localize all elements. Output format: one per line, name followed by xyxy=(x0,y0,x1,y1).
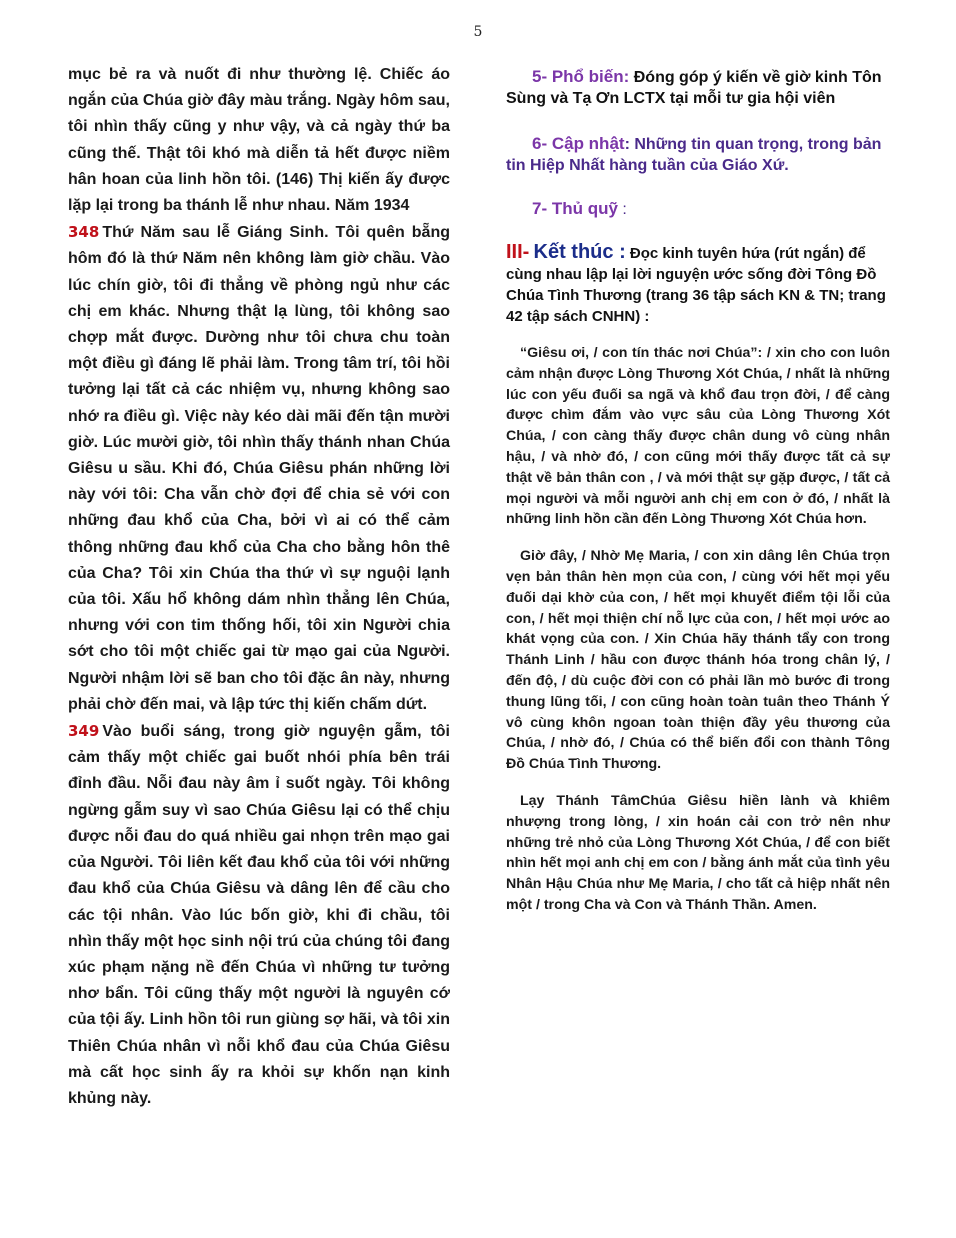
conclusion xyxy=(506,242,890,327)
section-7-heading: 7- Thủ quỹ xyxy=(532,199,618,218)
conclusion-number: III- xyxy=(506,241,530,263)
left-column xyxy=(68,62,450,1112)
paragraph-349 xyxy=(68,718,450,1112)
section-7-colon: : xyxy=(622,201,627,218)
prayer-paragraph-1: “Giêsu ơi, / con tín thác nơi Chúa”: / xin cho con luôn cảm nhận được Lòng Thương Xót Chúa, / nhất là những lúc con yếu đuối sa ngã và khổ đau trọn đời, / để càng được chìm đắm vào vực sâu của Lòng Thương Xót Chúa, / con càng thấy được chân dung vô cùng nhân hậu, / và nhờ đó, / con cũng mới thấy được tất cả sự thật về bản thân con , / và mới thật sự gặp được, / tất cả mọi người và mỗi người anh chị em con ở đó, / nhất là những linh hồn cần đến Lòng Thương Xót Chúa hơn. xyxy=(506,345,890,528)
section-6-text: Những tin quan trọng, trong bản tin Hiệp Nhất hàng tuần của Giáo Xứ. xyxy=(506,136,882,174)
section-6-heading: 6- Cập nhật xyxy=(532,134,625,153)
prayer-paragraph-3: Lạy Thánh TâmChúa Giêsu hiền lành và khiêm nhượng trong lòng, / xin hoán cải con trở nên như những trẻ nhỏ của Lòng Thương Xót Chúa, / để con biết nhìn hết mọi anh chị em con / bằng ánh mắt của tình yêu Nhân Hậu Chúa như Mẹ Maria, / cho tất cả hiệp nhất nên một / trong Cha và Con và Thánh Thần. Amen. xyxy=(506,792,890,913)
section-7 xyxy=(506,198,890,220)
intro-paragraph: mục bẻ ra và nuốt đi như thường lệ. Chiếc áo ngắn của Chúa giờ đây màu trắng. Ngày hôm sau, tôi nhìn thấy cũng y như vậy, và cả ngày thứ ba cũng thế. Thật tôi khó mà diễn tả hết được niềm hân hoan của linh hồn tôi. (146) Thị kiến ấy được lặp lại trong ba thánh lễ như nhau. Năm 1934 xyxy=(68,66,450,215)
section-5 xyxy=(506,66,890,109)
prayer-paragraph-2: Giờ đây, / Nhờ Mẹ Maria, / con xin dâng lên Chúa trọn vẹn bản thân hèn mọn của con, / cùng với hết mọi yếu đuối dại khờ của con, / hết mọi khuyết điểm tội lỗi của con, / hết mọi thiện chí nỗ lực của con, / hết mọi ước ao khát vọng của con. / Xin Chúa hãy thánh tẩy con trong Thánh Linh / hầu con được thánh hóa trong chân lý, / đến độ, / dù cuộc đời con có phải lần mò bước đi trong thung lũng tối, / con cũng hoàn toàn tuân theo Thánh Ý vô cùng khôn ngoan toàn thiện đầy yêu thương của Chúa, / nhờ đó, / Chúa có thể biến đổi con thành Tông Đồ Chúa Tình Thương. xyxy=(506,548,890,773)
paragraph-349-text: Vào buổi sáng, trong giờ nguyện gẫm, tôi cảm thấy một chiếc gai buốt nhói phía bên trái đỉnh đầu. Nỗi đau này âm ỉ suốt ngày. Tôi không ngừng gẫm suy vì sao Chúa Giêsu lại có thể chịu được nỗi đau do quá nhiều gai nhọn trên mạo gai của Người. Tôi liên kết đau khổ của tôi với những đau khổ của Chúa Giêsu và dâng lên để cầu cho các tội nhân. Vào lúc bốn giờ, khi đi chầu, tôi nhìn thấy một học sinh nội trú của chúng tôi đang xúc phạm nặng nề đến Chúa vì những tư tưởng nhơ bẩn. Tôi cũng thấy một người là nguyên cớ của tội ấy. Linh hồn tôi run giùng sợ hãi, và tôi xin Thiên Chúa nhân vì nỗi khổ đau của Chúa Giêsu mà cất học sinh ấy ra khỏi sự khốn nạn kinh khủng này. xyxy=(68,723,450,1107)
paragraph-number-348: 348 xyxy=(68,223,100,242)
conclusion-title: Kết thúc : xyxy=(533,241,626,263)
prayer xyxy=(506,343,890,916)
section-6 xyxy=(506,133,890,176)
right-column xyxy=(506,66,890,932)
conclusion-text: Đọc kinh tuyên hứa (rút ngắn) để cùng nhau lập lại lời nguyện ước sống đời Tông Đồ Chúa Tình Thương (trang 36 tập sách KN & TN; trang 42 tập sách CNHN) : xyxy=(506,245,886,325)
paragraph-number-349: 349 xyxy=(68,722,100,741)
paragraph-348 xyxy=(68,219,450,718)
page-number: 5 xyxy=(473,24,483,40)
paragraph-348-text: Thứ Năm sau lễ Giáng Sinh. Tôi quên bẵng hôm đó là thứ Năm nên không làm giờ chầu. Vào lúc chín giờ, tôi đi thẳng về phòng ngủ như các chị em khác. Nhưng thật lạ lùng, tôi không sao chợp mắt được. Dường như tôi chưa chu toàn một điều gì đáng lẽ phải làm. Trong tâm trí, tôi hồi tưởng lại tất cả các nhiệm vụ, nhưng không sao nhớ ra điều gì. Việc này kéo dài mãi đến tận mười giờ. Lúc mười giờ, tôi nhìn thấy thánh nhan Chúa Giêsu u sầu. Khi đó, Chúa Giêsu phán những lời này với tôi: Cha vẫn chờ đợi để chia sẻ với con những đau khổ của Cha, bởi vì ai có thể cảm thông những đau khổ của Cha cho bằng hôn thê của Cha? Tôi xin Chúa tha thứ vì sự nguội lạnh của tôi. Xấu hổ không dám nhìn thẳng lên Chúa, nhưng với con tim thống hối, tôi xin Người chia sớt cho tôi một chiếc gai từ mạo gai của Người. Người nhậm lời sẽ ban cho tôi đặc ân này, nhưng phải chờ đến mai, và lập tức thị kiến chấm dứt. xyxy=(68,224,450,713)
section-5-heading: 5- Phổ biến: xyxy=(532,67,630,86)
section-6-colon: : xyxy=(624,136,630,153)
section-5-text: Đóng góp ý kiến về giờ kinh Tôn Sùng và Tạ Ơn LCTX tại mỗi tư gia hội viên xyxy=(506,69,882,107)
